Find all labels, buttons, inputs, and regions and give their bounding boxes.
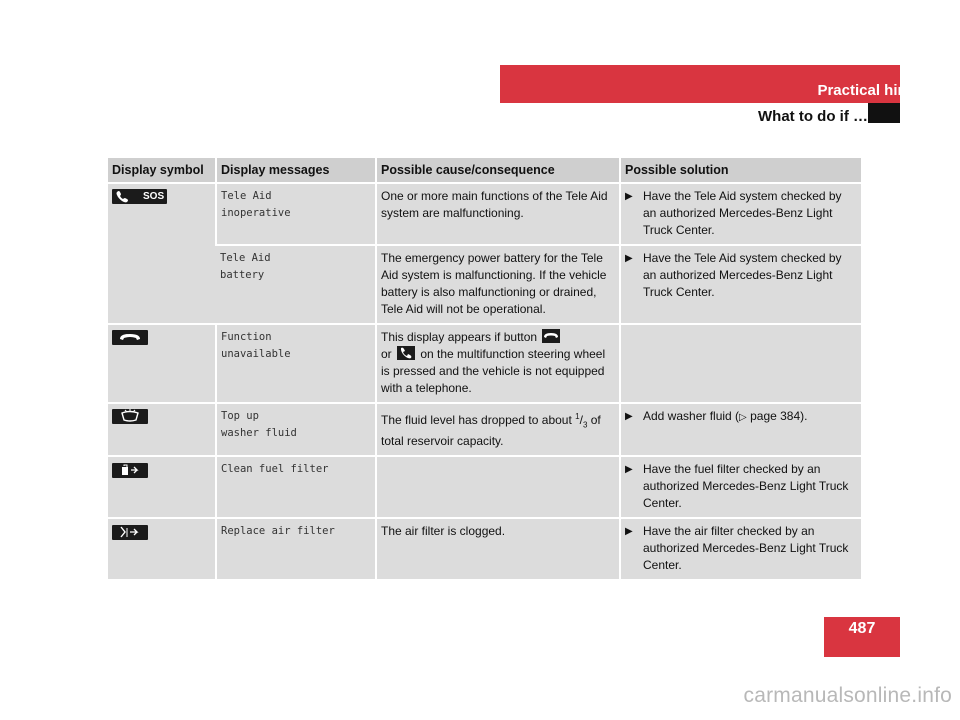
message-line: inoperative <box>221 207 291 219</box>
cause-cell: One or more main functions of the Tele Aid system are malfunctioning. <box>376 183 620 245</box>
cause-text: This display appears if button <box>381 330 538 344</box>
message-line: unavailable <box>221 348 291 360</box>
cause-cell <box>376 324 620 403</box>
message-cell <box>216 403 376 456</box>
solution-text: Have the fuel filter checked by an authorized Mercedes-Benz Light Truck Center. <box>643 462 849 511</box>
solution-cell <box>620 403 861 456</box>
cause-cell <box>376 456 620 518</box>
display-messages-table <box>108 158 861 579</box>
symbol-cell <box>108 324 216 403</box>
message-line: Tele Aid <box>220 252 271 264</box>
symbol-cell <box>108 456 216 518</box>
section-subtitle: What to do if … <box>758 108 868 125</box>
bullet-arrow-icon: ▶ <box>625 526 633 538</box>
fraction-numerator: 1 <box>575 412 580 421</box>
cause-text: of total reservoir capacity. <box>381 413 601 449</box>
send-call-button-icon <box>397 346 415 360</box>
symbol-cell <box>108 183 216 324</box>
watermark: carmanualsonline.info <box>743 684 952 707</box>
table-row <box>108 183 861 245</box>
message-line: washer fluid <box>221 427 297 439</box>
header-block <box>868 103 900 123</box>
page-reference-arrow-icon: ▷ <box>739 412 747 423</box>
column-header-messages: Display messages <box>216 158 376 183</box>
column-header-cause: Possible cause/consequence <box>376 158 620 183</box>
cause-cell: The emergency power battery for the Tele Aid system is malfunctioning. If the vehicle battery is also malfunctioning or drained, Tele Aid will not be operational. <box>376 245 620 324</box>
message-line: battery <box>220 269 265 281</box>
solution-cell <box>620 324 861 403</box>
cause-cell: The air filter is clogged. <box>376 518 620 579</box>
table-row <box>108 518 861 579</box>
message-line: Function <box>221 331 272 343</box>
sos-label: SOS <box>143 191 165 203</box>
column-header-solution: Possible solution <box>620 158 861 183</box>
solution-text: Have the air filter checked by an authorized Mercedes-Benz Light Truck Center. <box>643 524 849 573</box>
table-row <box>108 456 861 518</box>
message-line: Tele Aid <box>221 190 272 202</box>
solution-cell <box>620 518 861 579</box>
message-cell <box>216 518 376 579</box>
solution-cell <box>620 183 861 245</box>
table-header-row <box>108 158 861 183</box>
bullet-arrow-icon: ▶ <box>625 253 633 264</box>
table-row <box>108 324 861 403</box>
symbol-cell <box>108 403 216 456</box>
bullet-arrow-icon: ▶ <box>625 191 633 202</box>
fraction-denominator: 3 <box>582 420 588 430</box>
solution-text: Add washer fluid ( <box>643 409 740 423</box>
fuel-filter-icon <box>112 463 148 478</box>
message-line: Clean fuel filter <box>221 463 329 476</box>
cause-text: The fluid level has dropped to about <box>381 413 572 427</box>
column-header-symbol: Display symbol <box>108 158 216 183</box>
cause-text: on the multifunction steering wheel is pressed and the vehicle is not equipped with a telephone. <box>381 347 606 395</box>
page-number: 487 <box>848 620 876 637</box>
message-line: Replace air filter <box>221 525 335 538</box>
message-cell <box>216 456 376 518</box>
washer-fluid-icon <box>112 409 148 424</box>
bullet-arrow-icon: ▶ <box>625 464 633 476</box>
telephone-sos-icon <box>112 189 167 204</box>
page-reference-link[interactable]: page 384). <box>750 409 808 423</box>
symbol-cell <box>108 518 216 579</box>
cause-cell: The fluid level has dropped to about $^1/_3$ of total reservoir capacity. <box>376 403 620 456</box>
message-cell <box>216 245 376 324</box>
end-call-button-icon <box>542 329 560 343</box>
cause-text: or <box>381 347 392 361</box>
telephone-handset-icon <box>112 330 148 345</box>
solution-cell <box>620 456 861 518</box>
solution-cell <box>620 245 861 324</box>
solution-text: Have the Tele Aid system checked by an authorized Mercedes-Benz Light Truck Center. <box>643 251 842 299</box>
message-line: Top up <box>221 410 259 422</box>
bullet-arrow-icon: ▶ <box>625 411 633 422</box>
message-cell <box>216 183 376 245</box>
table-row <box>108 245 861 324</box>
section-title: Practical hints <box>817 82 920 99</box>
solution-text: Have the Tele Aid system checked by an authorized Mercedes-Benz Light Truck Center. <box>643 189 842 237</box>
table-row <box>108 403 861 456</box>
air-filter-icon <box>112 525 148 540</box>
message-cell <box>216 324 376 403</box>
